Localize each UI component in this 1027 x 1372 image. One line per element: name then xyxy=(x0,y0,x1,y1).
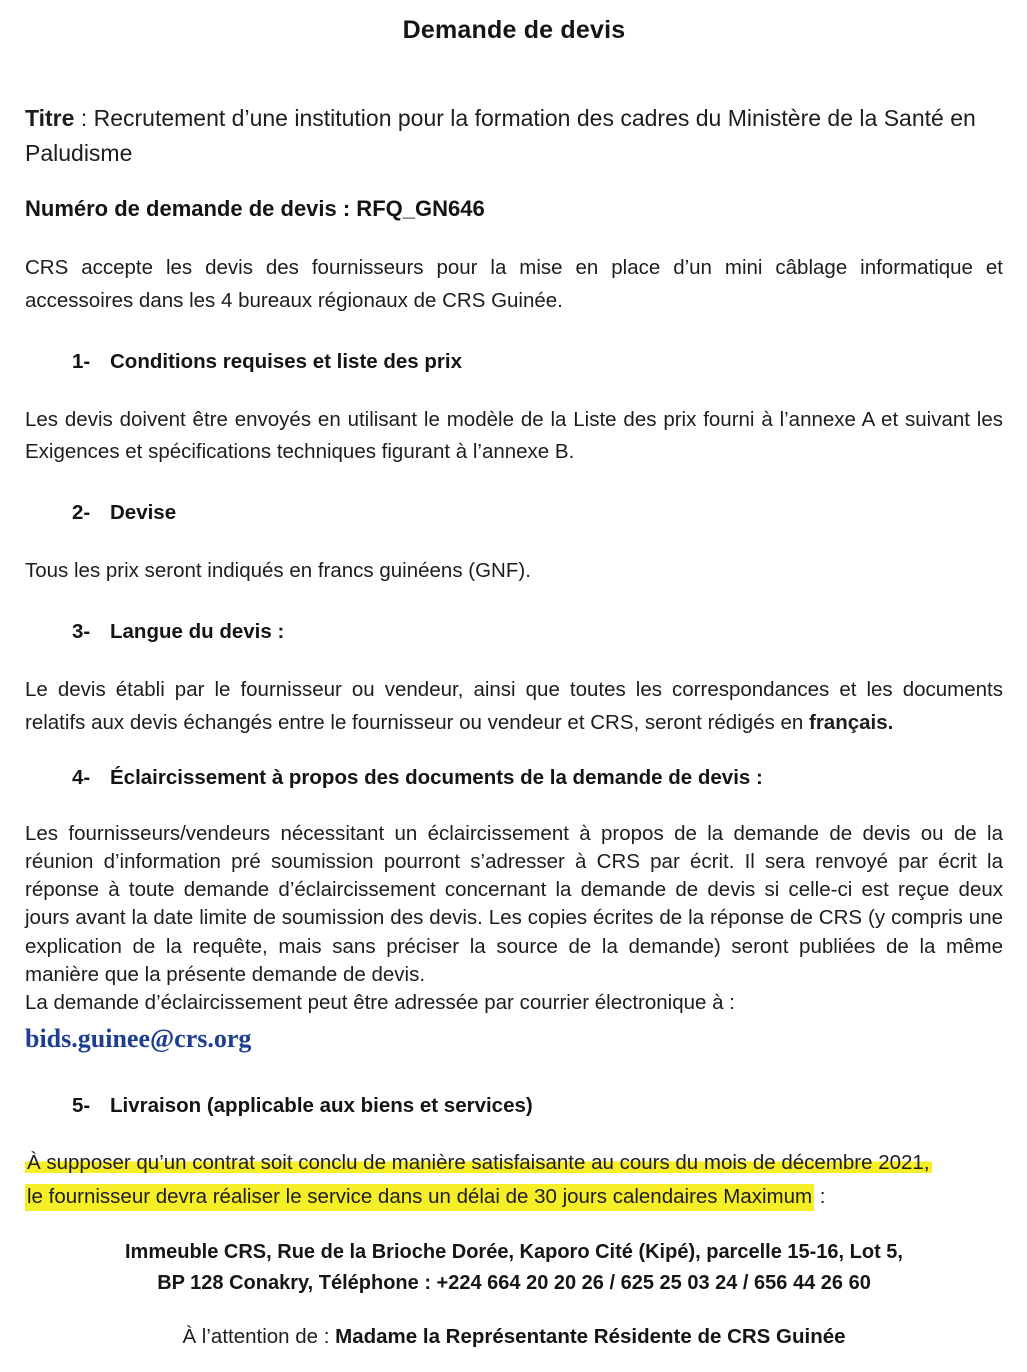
email-line xyxy=(25,1018,1003,1054)
titre-label: Titre xyxy=(25,105,75,131)
attention-name: Madame la Représentante Résidente de CRS Guinée xyxy=(335,1325,846,1349)
title-paragraph xyxy=(25,101,1003,170)
section-2-paragraph: Tous les prix seront indiqués en francs guinéens (GNF). xyxy=(25,559,531,583)
section-2-number: 2- xyxy=(72,501,91,525)
section-1-number: 1- xyxy=(72,349,91,373)
crs-address-block xyxy=(25,1237,1003,1299)
section-3-bold-suffix: français. xyxy=(809,710,894,734)
section-3-text: Le devis établi par le fournisseur ou vendeur, ainsi que toutes les correspondances et les documents relatifs aux devis échangés entre le fournisseur ou vendeur et CRS, seront rédigés en xyxy=(25,677,1003,734)
section-3-heading xyxy=(25,620,1003,644)
delivery-highlighted-paragraph xyxy=(25,1146,1003,1216)
titre-text: : Recrutement d’une institution pour la formation des cadres du Ministère de la Santé en Paludisme xyxy=(25,105,976,166)
section-3-paragraph xyxy=(25,674,1003,740)
email-link[interactable]: bids.guinee@crs.org xyxy=(25,1023,252,1053)
highlight-line-2: le fournisseur devra réaliser le service dans un délai de 30 jours calendaires Maximum xyxy=(25,1184,814,1211)
section-2-heading xyxy=(25,501,1003,525)
section-4-heading xyxy=(25,766,1003,790)
section-3-number: 3- xyxy=(72,619,91,643)
section-1-paragraph: Les devis doivent être envoyés en utilisant le modèle de la Liste des prix fourni à l’annexe A et suivant les Exigences et spécifications techniques figurant à l’annexe B. xyxy=(25,407,1003,464)
address-line-2: BP 128 Conakry, Téléphone : +224 664 20 20 26 / 625 25 03 24 / 656 44 26 60 xyxy=(157,1272,871,1295)
attention-line xyxy=(25,1325,1003,1349)
section-3-heading-label: Langue du devis : xyxy=(110,619,285,643)
section-4-paragraph: Les fournisseurs/vendeurs nécessitant un éclaircissement à propos de la demande de devis ou de la réunion d’information pré soumission pourront s’adresser à CRS par écrit. Il sera renvoyé par écrit la réponse à toute demande d’éclaircissement concernant la demande de devis si celle-ci est reçue deux jours avant la date limite de soumission des devis. Les copies écrites de la réponse de CRS (y compris une explication de la requête, mais sans préciser la source de la demande) seront publiées de la même manière que la présente demande de devis. xyxy=(25,821,1003,986)
clarification-contact-line: La demande d’éclaircissement peut être adressée par courrier électronique à : xyxy=(25,991,735,1015)
section-4-heading-label: Éclaircissement à propos des documents de la demande de devis : xyxy=(110,765,763,789)
section-4-number: 4- xyxy=(72,765,91,789)
highlight-trailing-colon: : xyxy=(814,1185,826,1209)
section-1-heading-label: Conditions requises et liste des prix xyxy=(110,349,463,373)
section-5-heading-label: Livraison (applicable aux biens et services) xyxy=(110,1093,533,1117)
intro-paragraph: CRS accepte les devis des fournisseurs pour la mise en place d’un mini câblage informatique et accessoires dans les 4 bureaux régionaux de CRS Guinée. xyxy=(25,256,1003,312)
section-5-heading xyxy=(25,1094,1003,1118)
section-1-heading xyxy=(25,350,1003,374)
address-line-1: Immeuble CRS, Rue de la Brioche Dorée, Kaporo Cité (Kipé), parcelle 15-16, Lot 5, xyxy=(125,1241,903,1264)
section-5-number: 5- xyxy=(72,1093,91,1117)
highlight-line-1: À supposer qu’un contrat soit conclu de manière satisfaisante au cours du mois de décembre 2021, xyxy=(27,1150,930,1174)
section-2-heading-label: Devise xyxy=(110,501,177,525)
rfq-number-line: Numéro de demande de devis : RFQ_GN646 xyxy=(25,196,485,221)
attention-label: À l’attention de : xyxy=(182,1325,336,1349)
document-title: Demande de devis xyxy=(402,16,626,44)
